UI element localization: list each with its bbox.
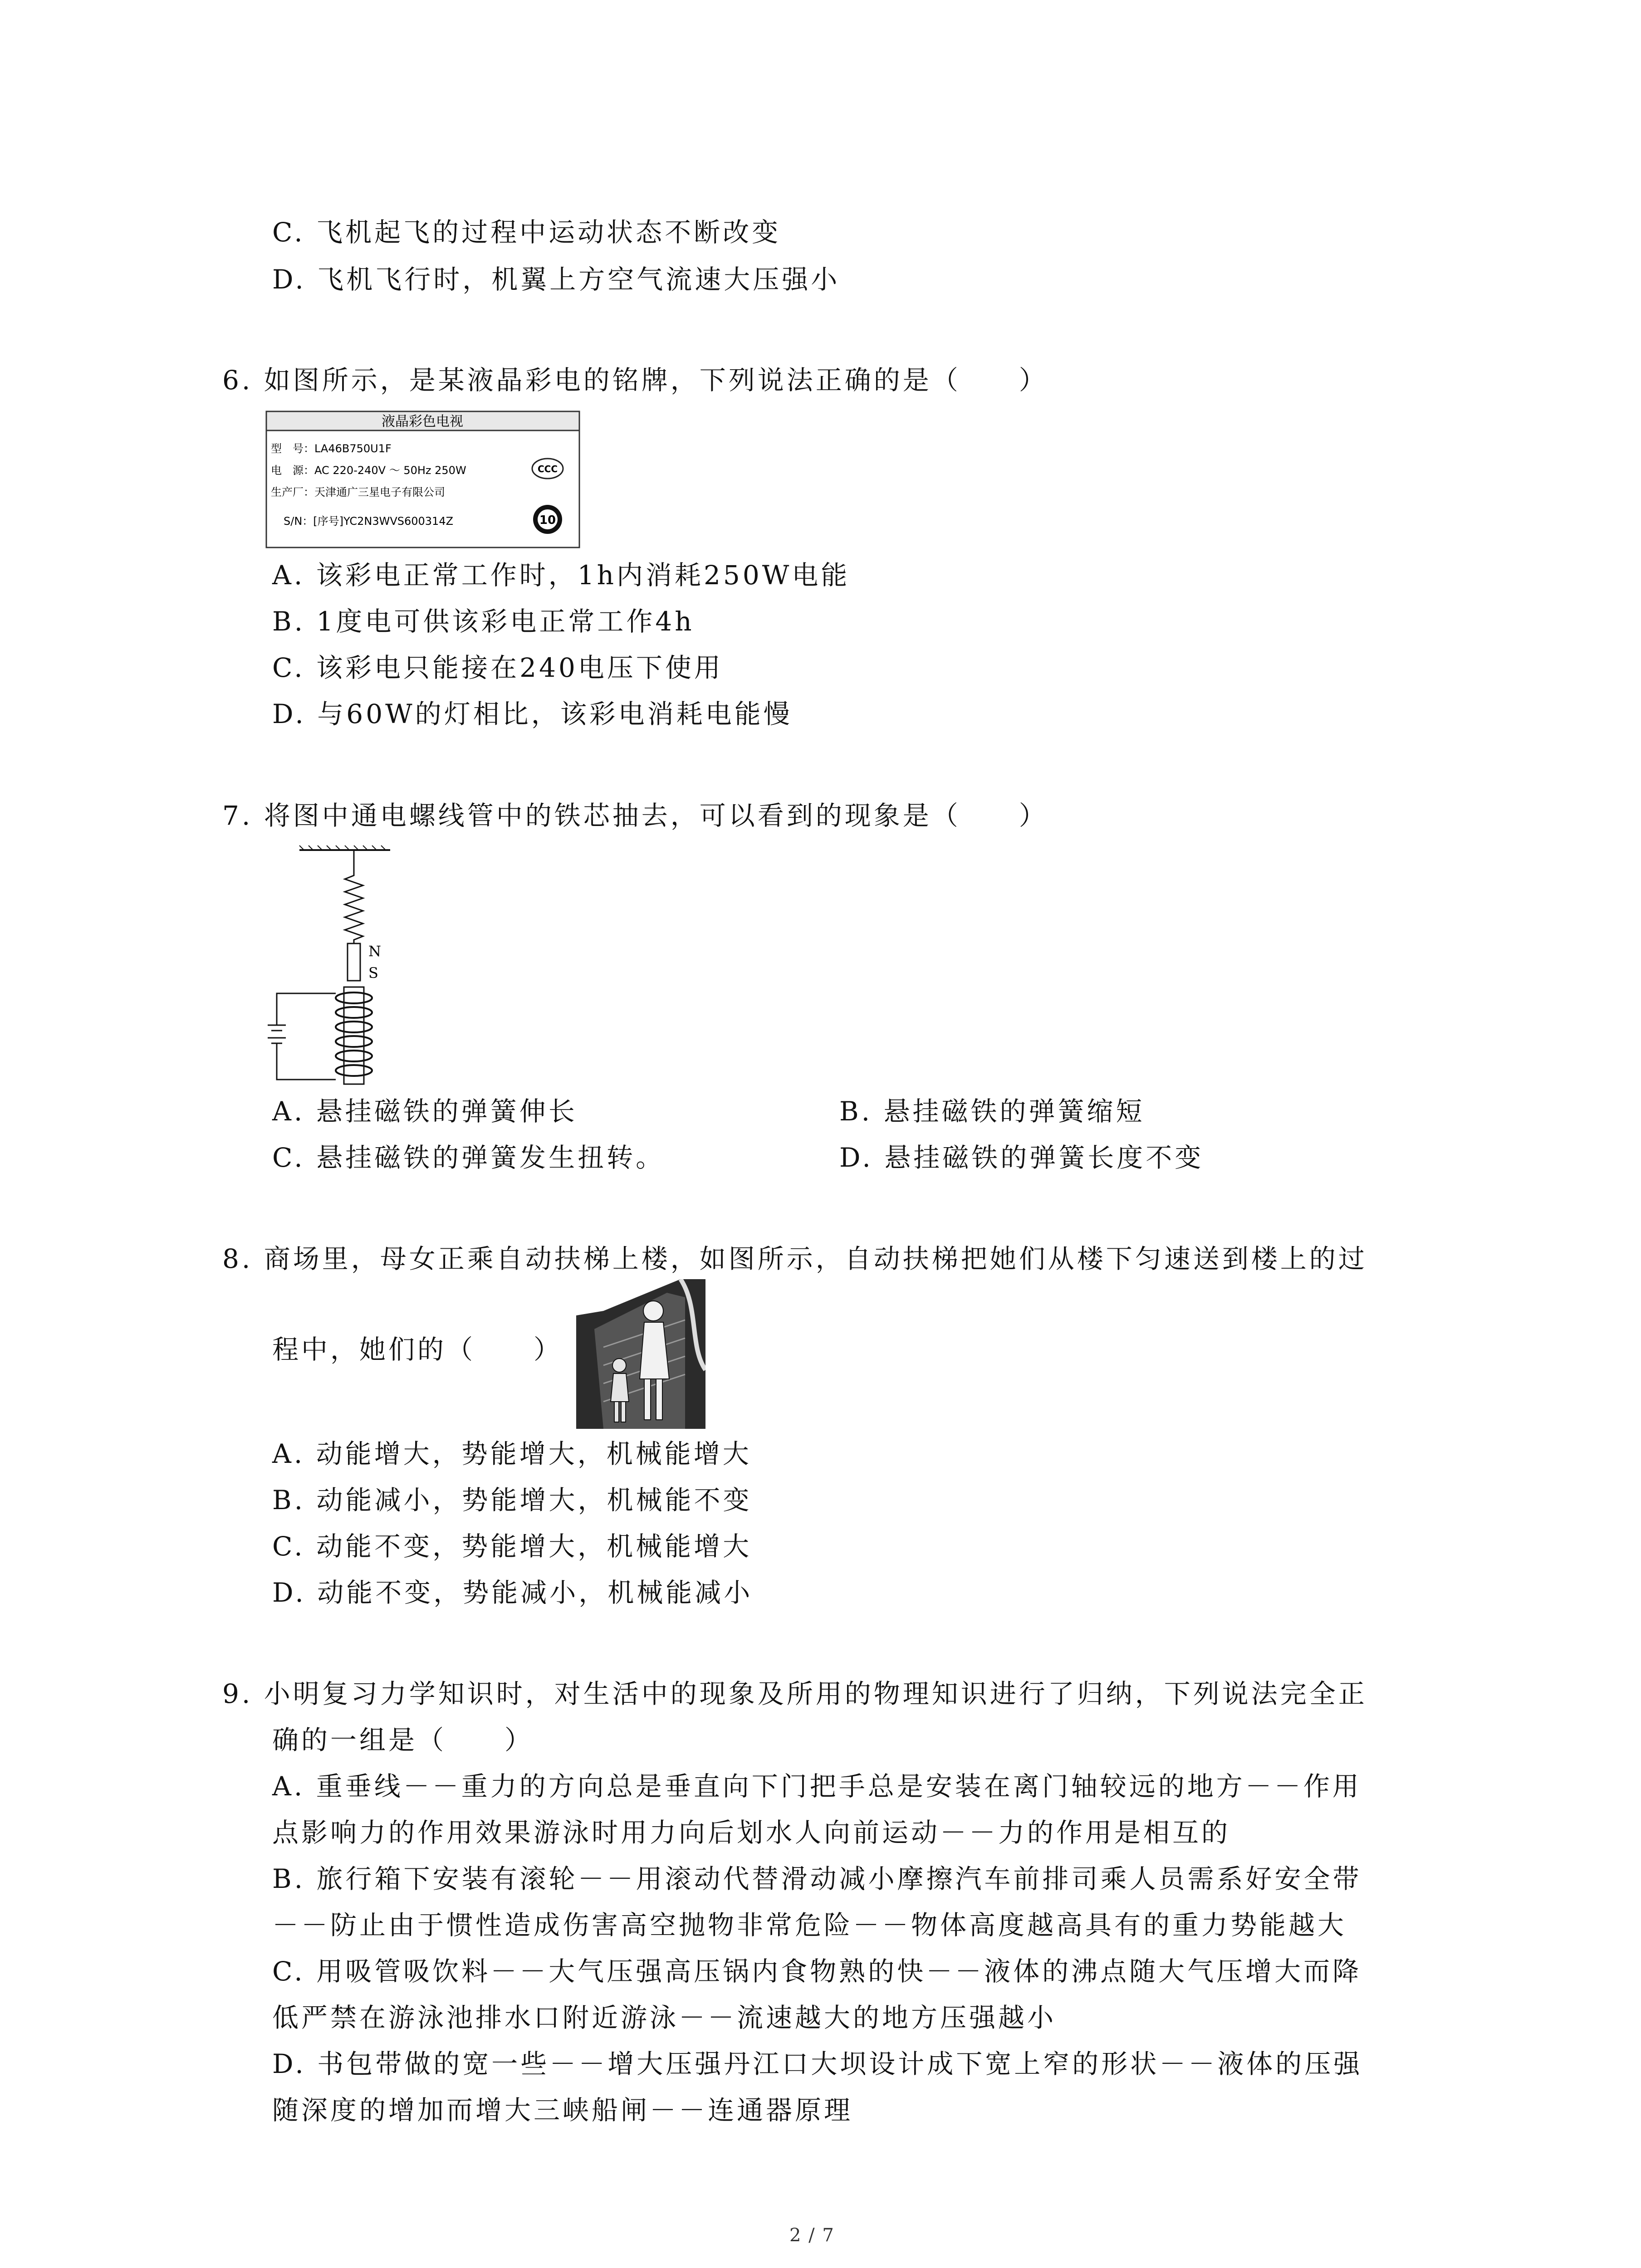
solenoid-spring-figure [263, 844, 399, 1089]
q9-option-b-line1: B. 旅行箱下安装有滚轮－－用滚动代替滑动减小摩擦汽车前排司乘人员需系好安全带 [272, 1863, 1362, 1894]
battery-icon [268, 1025, 286, 1043]
environmental-10-label: 10 [539, 513, 556, 527]
pole-n-label: N [368, 943, 381, 960]
q6-option-c: C. 该彩电只能接在240电压下使用 [272, 652, 723, 683]
q9-option-c-line2: 低严禁在游泳池排水口附近游泳－－流速越大的地方压强越小 [272, 2002, 1057, 2033]
q9-option-d-line1: D. 书包带做的宽一些－－增大压强丹江口大坝设计成下宽上窄的形状－－液体的压强 [272, 2048, 1363, 2079]
q7-option-d: D. 悬挂磁铁的弹簧长度不变 [839, 1142, 1204, 1173]
page-number: 2 / 7 [789, 2225, 835, 2246]
q9-option-a-line1: A. 重垂线－－重力的方向总是垂直向下门把手总是安装在离门轴较远的地方－－作用 [272, 1771, 1362, 1802]
q9-option-d-line2: 随深度的增加而增大三峡船闸－－连通器原理 [272, 2095, 853, 2126]
q9-stem-line2: 确的一组是（ ） [272, 1725, 534, 1755]
spring [345, 850, 363, 943]
q8-option-b: B. 动能减小，势能增大，机械能不变 [272, 1485, 752, 1515]
environmental-10-icon [533, 505, 562, 534]
q7-option-c: C. 悬挂磁铁的弹簧发生扭转。 [272, 1142, 665, 1173]
q7-stem: 7. 将图中通电螺线管中的铁芯抽去，可以看到的现象是（ ） [222, 800, 1048, 831]
nameplate-model: 型 号：LA46B750U1F [271, 442, 392, 455]
nameplate-maker: 生产厂：天津通广三星电子有限公司 [271, 486, 445, 499]
q8-option-c: C. 动能不变，势能增大，机械能增大 [272, 1531, 752, 1562]
q9-option-b-line2: －－防止由于惯性造成伤害高空抛物非常危险－－物体高度越高具有的重力势能越大 [272, 1910, 1347, 1941]
q6-option-a: A. 该彩电正常工作时，1h内消耗250W电能 [272, 560, 850, 591]
q5-option-c: C. 飞机起飞的过程中运动状态不断改变 [272, 217, 781, 248]
q8-stem-line1: 8. 商场里，母女正乘自动扶梯上楼，如图所示，自动扶梯把她们从楼下匀速送到楼上的过 [222, 1243, 1367, 1274]
q8-option-d: D. 动能不变，势能减小，机械能减小 [272, 1577, 753, 1608]
q7-option-a: A. 悬挂磁铁的弹簧伸长 [272, 1096, 578, 1127]
svg-text:CCC: CCC [537, 464, 558, 474]
q5-option-d: D. 飞机飞行时，机翼上方空气流速大压强小 [272, 264, 840, 295]
tv-nameplate-figure [265, 411, 581, 549]
escalator-photo [576, 1279, 705, 1429]
bar-magnet [348, 943, 360, 981]
q9-option-c-line1: C. 用吸管吸饮料－－大气压强高压锅内食物熟的快－－液体的沸点随大气压增大而降 [272, 1956, 1362, 1987]
q9-option-a-line2: 点影响力的作用效果游泳时用力向后划水人向前运动－－力的作用是相互的 [272, 1817, 1231, 1848]
q6-option-b: B. 1度电可供该彩电正常工作4h [272, 606, 695, 637]
pole-s-label: S [368, 964, 378, 982]
nameplate-serial: S/N：[序号]YC2N3WVS600314Z [284, 515, 454, 528]
nameplate-power: 电 源：AC 220-240V ～ 50Hz 250W [271, 464, 466, 477]
q7-option-b: B. 悬挂磁铁的弹簧缩短 [839, 1096, 1145, 1127]
q9-stem-line1: 9. 小明复习力学知识时，对生活中的现象及所用的物理知识进行了归纳，下列说法完全正 [222, 1678, 1367, 1709]
q6-option-d: D. 与60W的灯相比，该彩电消耗电能慢 [272, 699, 793, 729]
q6-stem: 6. 如图所示，是某液晶彩电的铭牌，下列说法正确的是（ ） [222, 365, 1048, 396]
q8-stem-line2: 程中，她们的（ ） [272, 1334, 563, 1365]
nameplate-title: 液晶彩色电视 [382, 414, 463, 430]
q8-option-a: A. 动能增大，势能增大，机械能增大 [272, 1438, 752, 1469]
